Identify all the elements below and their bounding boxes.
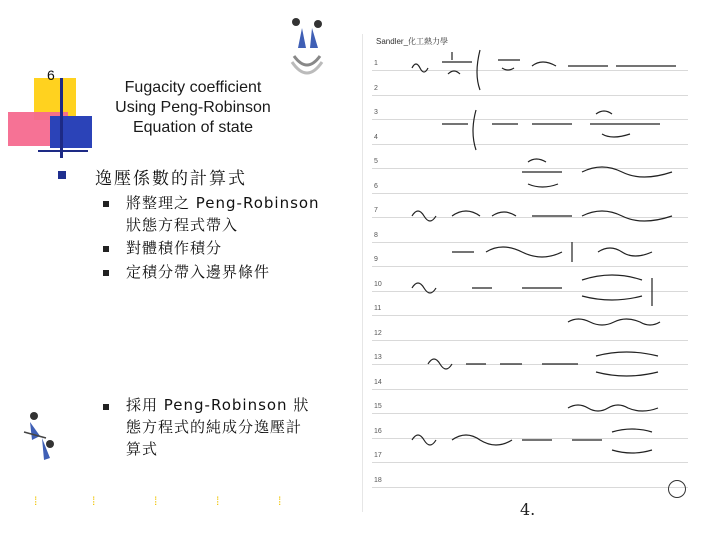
decor-blue-square [50,116,92,148]
sub-bullet-3: 定積分帶入邊界條件 [126,263,271,281]
notebook-line-number: 18 [374,476,382,484]
main-bullet-text: 逸壓係數的計算式 [95,169,247,189]
notebook-line-number: 8 [374,231,378,239]
decor-horizontal-line [38,150,88,152]
sub-bullet-1-line-1: 將整理之 Peng-Robinson [126,194,320,212]
sub-bullet-1-line-2: 狀態方程式帶入 [126,216,239,234]
handwritten-derivation-image [372,40,690,500]
notebook-line-number: 2 [374,84,378,92]
climber-clipart-icon [20,408,66,470]
sub-bullet-1 [126,192,320,236]
decor-mark: ⁞ [216,494,220,508]
notebook-line-number: 3 [374,109,378,116]
sub-bullet-icon [103,201,109,207]
notebook-line-number: 4 [374,133,378,141]
sub-bullet-4-line-3: 算式 [126,440,159,458]
sub-bullet-2: 對體積作積分 [126,239,223,257]
slide-number: 6 [47,67,55,83]
notebook-line-number: 1 [374,60,378,67]
slide-title [96,78,290,138]
sub-bullet-4-line-2: 態方程式的純成分逸壓計 [126,418,303,436]
notebook-line-number: 9 [374,256,378,263]
notebook-header: Sandler_化工熱力學 [376,37,449,46]
decor-mark: ⁞ [154,494,158,508]
notebook-line-number: 5 [374,158,378,165]
juggler-clipart-icon [284,14,330,84]
page-bottom-mark: 4. [520,500,536,519]
title-line-2: Using Peng-Robinson [115,99,271,116]
page-stamp-icon [668,480,686,498]
notebook-line-number: 6 [374,182,378,190]
sub-bullet-icon [103,270,109,276]
notebook-line-number: 13 [374,354,382,361]
sub-bullet-icon [103,246,109,252]
title-line-1: Fugacity coefficient [124,79,262,96]
sub-bullet-4 [126,394,309,460]
notebook-line-number: 11 [374,305,382,312]
decor-vertical-line [60,78,63,158]
notebook-line-number: 14 [374,378,382,386]
notebook-line-number: 7 [374,207,378,214]
main-bullet-icon [58,171,66,179]
decor-mark: ⁞ [92,494,96,508]
sub-bullet-4-line-1: 採用 Peng-Robinson 狀 [126,396,310,414]
title-line-3: Equation of state [132,119,254,136]
notebook-line-number: 15 [374,403,382,410]
notebook-line-number: 10 [374,280,382,288]
decor-mark: ⁞ [278,494,282,508]
notebook-line-number: 17 [374,452,382,459]
notebook-line-number: 16 [374,427,382,435]
sub-bullet-icon [103,404,109,410]
decor-mark: ⁞ [34,494,38,508]
notebook-line-number: 12 [374,329,382,337]
